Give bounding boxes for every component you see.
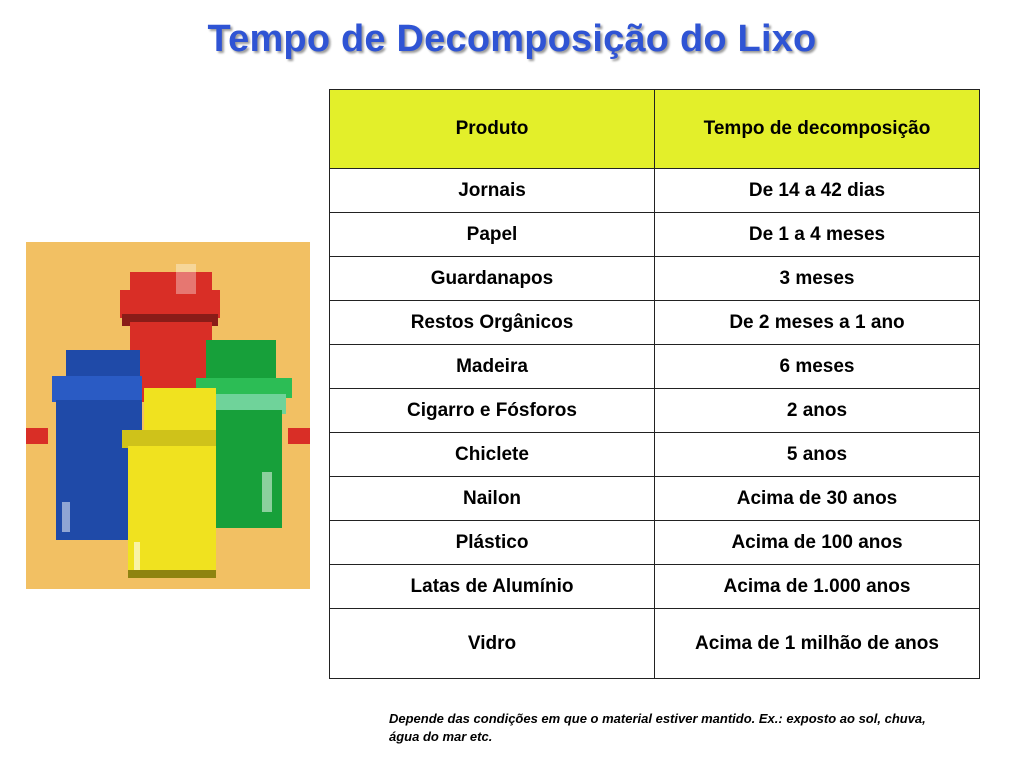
table-row: [330, 565, 980, 609]
time-cell: De 14 a 42 dias: [655, 169, 980, 213]
yellow-bin-base: [128, 570, 216, 578]
time-cell: Acima de 100 anos: [655, 521, 980, 565]
yellow-bin-body: [128, 446, 216, 576]
red-bar-left: [26, 428, 48, 444]
footnote: Depende das condições em que o material estiver mantido. Ex.: exposto ao sol, chuva, água do mar etc.: [389, 711, 926, 744]
time-cell: De 1 a 4 meses: [655, 213, 980, 257]
green-bin-lid: [206, 340, 276, 380]
product-cell: Papel: [330, 213, 655, 257]
blue-bin-lid: [66, 350, 140, 380]
yellow-bin-lid: [144, 388, 216, 434]
time-cell: De 2 meses a 1 ano: [655, 301, 980, 345]
page-title: Tempo de Decomposição do Lixo: [207, 18, 817, 60]
decomposition-table: [329, 89, 980, 679]
product-cell: Chiclete: [330, 433, 655, 477]
recycling-bins-illustration: [26, 242, 310, 589]
green-bin-highlight: [262, 472, 272, 512]
table-row: [330, 257, 980, 301]
product-cell: Vidro: [330, 609, 655, 679]
time-cell: Acima de 30 anos: [655, 477, 980, 521]
table-row: [330, 477, 980, 521]
table-row: [330, 609, 980, 679]
time-cell: 3 meses: [655, 257, 980, 301]
product-cell: Nailon: [330, 477, 655, 521]
table-row: [330, 521, 980, 565]
table-row: [330, 213, 980, 257]
table-row: [330, 169, 980, 213]
blue-bin-highlight: [62, 502, 70, 532]
product-cell: Madeira: [330, 345, 655, 389]
table-row: [330, 389, 980, 433]
time-cell: 2 anos: [655, 389, 980, 433]
header-tempo: Tempo de decomposição: [655, 90, 980, 169]
red-bin-lid: [130, 272, 212, 292]
product-cell: Jornais: [330, 169, 655, 213]
product-cell: Latas de Alumínio: [330, 565, 655, 609]
product-cell: Guardanapos: [330, 257, 655, 301]
time-cell: 6 meses: [655, 345, 980, 389]
time-cell: Acima de 1.000 anos: [655, 565, 980, 609]
recycling-bins-icon: [26, 242, 310, 589]
yellow-bin-highlight: [134, 542, 140, 570]
blue-bin-lid-rim: [52, 376, 142, 402]
product-cell: Plástico: [330, 521, 655, 565]
red-bin-highlight: [176, 264, 196, 294]
table-header-row: [330, 90, 980, 169]
table-row: [330, 345, 980, 389]
table-row: [330, 433, 980, 477]
product-cell: Cigarro e Fósforos: [330, 389, 655, 433]
table-row: [330, 301, 980, 345]
time-cell: 5 anos: [655, 433, 980, 477]
header-produto: Produto: [330, 90, 655, 169]
red-bin-lid-rim: [120, 290, 220, 318]
time-cell: Acima de 1 milhão de anos: [655, 609, 980, 679]
yellow-bin-lid-rim: [122, 430, 216, 448]
red-bar-right: [288, 428, 310, 444]
product-cell: Restos Orgânicos: [330, 301, 655, 345]
